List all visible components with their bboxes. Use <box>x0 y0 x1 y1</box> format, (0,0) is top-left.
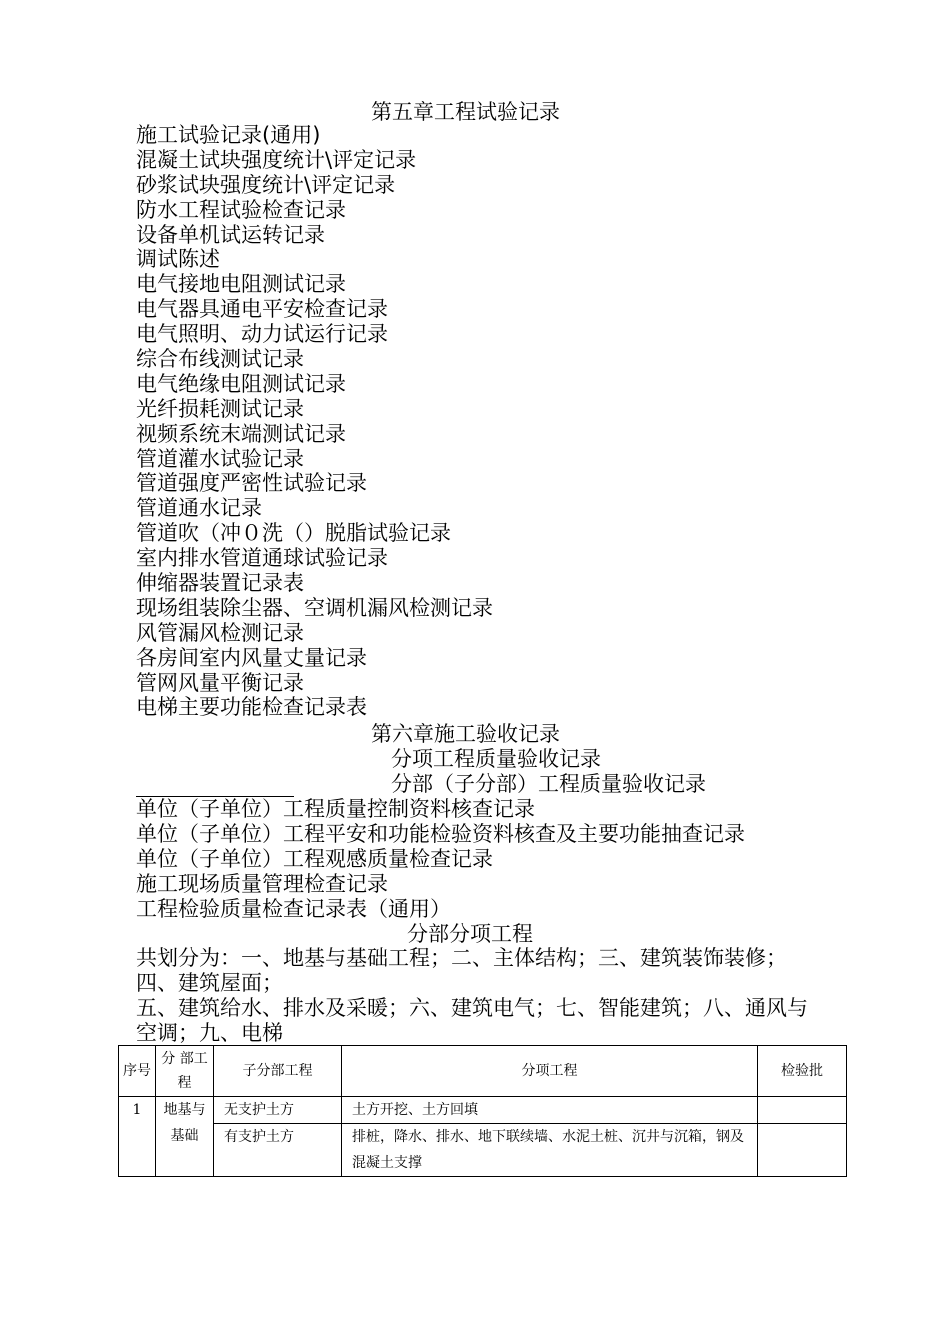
list-item: 电气照明、动力试运行记录 <box>136 322 388 347</box>
list-item: 电气接地电阻测试记录 <box>136 272 346 297</box>
list-item: 调试陈述 <box>136 247 220 272</box>
list-item: 综合布线测试记录 <box>136 347 304 372</box>
list-item: 设备单机试运转记录 <box>136 222 325 247</box>
cell-batch <box>758 1097 847 1124</box>
list-item: 施工试验记录(通用) <box>136 123 321 147</box>
chapter6-title: 第六章施工验收记录 <box>371 722 560 746</box>
cell-batch <box>758 1124 847 1177</box>
list-item: 工程检验质量检查记录表（通用） <box>136 897 451 921</box>
list-item: 现场组装除尘器、空调机漏风检测记录 <box>136 595 493 620</box>
list-item: 光纤损耗测试记录 <box>136 396 304 421</box>
list-item: 室内排水管道通球试验记录 <box>136 546 388 571</box>
cell-items: 排桩，降水、排水、地下联续墙、水泥土桩、沉井与沉箱，钢及混凝土支撑 <box>342 1124 758 1177</box>
section-paragraph <box>136 946 826 1046</box>
division-table <box>118 1045 847 1177</box>
table-row <box>119 1124 847 1177</box>
chapter6-subheading-1: 分项工程质量验收记录 <box>391 747 601 771</box>
cell-division: 地基与基础 <box>156 1097 214 1177</box>
list-item: 电气绝缘电阻测试记录 <box>136 371 346 396</box>
paragraph-line: 五、建筑给水、排水及采暖；六、建筑电气；七、智能建筑；八、通风与空调；九、电梯 <box>136 996 808 1045</box>
list-item: 视频系统末端测试记录 <box>136 421 346 446</box>
section-title: 分部分项工程 <box>407 922 533 946</box>
chapter5-list <box>136 123 493 720</box>
header-subdivision: 子分部工程 <box>214 1046 342 1097</box>
paragraph-line: 共划分为：一、地基与基础工程；二、主体结构；三、建筑装饰装修；四、建筑屋面； <box>136 946 787 995</box>
header-batch: 检验批 <box>758 1046 847 1097</box>
list-item: 管道吹（冲０洗（）脱脂试验记录 <box>136 521 451 546</box>
list-item: 电梯主要功能检查记录表 <box>136 695 367 720</box>
cell-no: 1 <box>119 1097 156 1177</box>
list-item: 单位（子单位）工程平安和功能检验资料核查及主要功能抽查记录 <box>136 822 745 846</box>
header-no: 序号 <box>119 1046 156 1097</box>
chapter6-subheading-2: 分部（子分部）工程质量验收记录 <box>391 772 706 796</box>
list-item: 砂浆试块强度统计\评定记录 <box>136 172 396 197</box>
list-item: 施工现场质量管理检查记录 <box>136 872 388 896</box>
cell-subdivision: 无支护土方 <box>214 1097 342 1124</box>
chapter5-title: 第五章工程试验记录 <box>371 100 560 124</box>
list-item: 单位（子单位）工程观感质量检查记录 <box>136 847 493 871</box>
list-item: 管道通水记录 <box>136 496 262 521</box>
cell-items: 土方开挖、土方回填 <box>342 1097 758 1124</box>
list-item: 单位（子单位）工程质量控制资料核查记录 <box>136 797 535 821</box>
list-item: 防水工程试验检查记录 <box>136 197 346 222</box>
list-item: 各房间室内风量丈量记录 <box>136 645 367 670</box>
header-division: 分 部工程 <box>156 1046 214 1097</box>
list-item: 管道强度严密性试验记录 <box>136 471 367 496</box>
table-row <box>119 1097 847 1124</box>
table-header-row <box>119 1046 847 1097</box>
cell-subdivision: 有支护土方 <box>214 1124 342 1177</box>
list-item: 管道灌水试验记录 <box>136 446 304 471</box>
header-item: 分项工程 <box>342 1046 758 1097</box>
list-item: 混凝土试块强度统计\评定记录 <box>136 147 417 172</box>
list-item: 伸缩器装置记录表 <box>136 571 304 596</box>
list-item: 电气器具通电平安检查记录 <box>136 297 388 322</box>
list-item: 风管漏风检测记录 <box>136 620 304 645</box>
list-item: 管网风量平衡记录 <box>136 670 304 695</box>
